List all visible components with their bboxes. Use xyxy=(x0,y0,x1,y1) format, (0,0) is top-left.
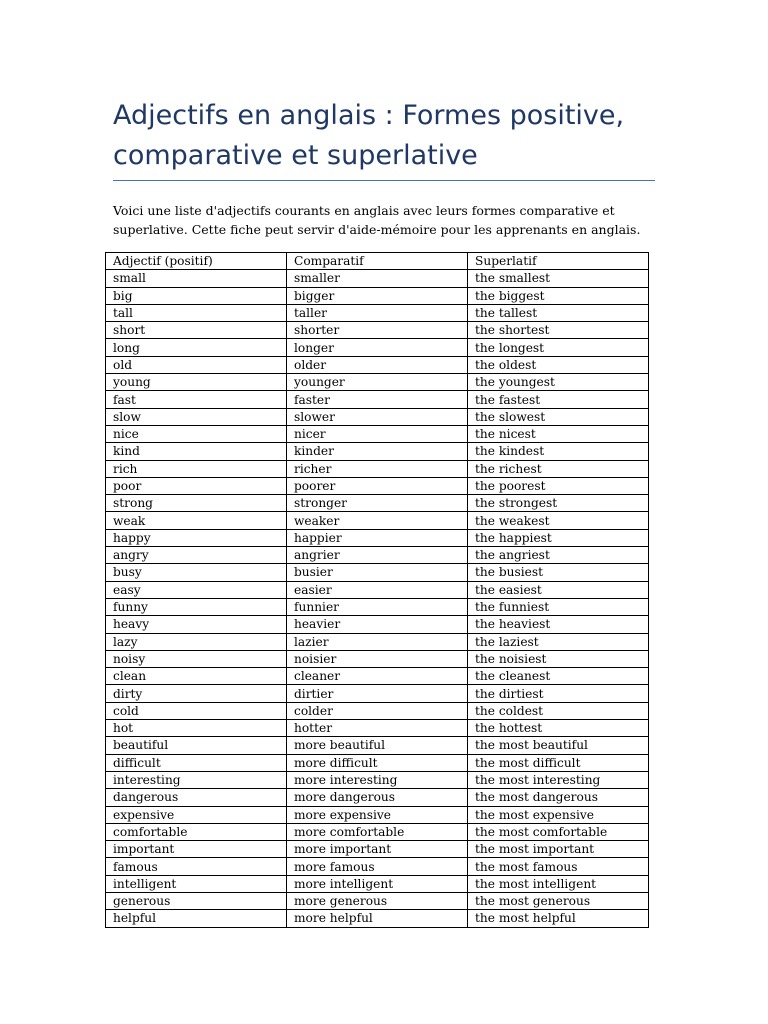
cell-superlative: the strongest xyxy=(468,495,649,512)
cell-superlative: the most intelligent xyxy=(468,875,649,892)
cell-superlative: the most beautiful xyxy=(468,737,649,754)
table-row xyxy=(106,616,649,633)
table-row xyxy=(106,737,649,754)
cell-comparative: easier xyxy=(287,581,468,598)
cell-superlative: the most interesting xyxy=(468,771,649,788)
cell-positive: important xyxy=(106,841,287,858)
cell-superlative: the most difficult xyxy=(468,754,649,771)
title-divider xyxy=(113,180,655,181)
cell-positive: small xyxy=(106,270,287,287)
cell-positive: generous xyxy=(106,892,287,909)
cell-superlative: the funniest xyxy=(468,598,649,615)
table-row xyxy=(106,356,649,373)
cell-superlative: the shortest xyxy=(468,322,649,339)
cell-superlative: the weakest xyxy=(468,512,649,529)
cell-superlative: the dirtiest xyxy=(468,685,649,702)
cell-comparative: lazier xyxy=(287,633,468,650)
cell-superlative: the most generous xyxy=(468,892,649,909)
cell-positive: dangerous xyxy=(106,789,287,806)
cell-comparative: richer xyxy=(287,460,468,477)
cell-comparative: shorter xyxy=(287,322,468,339)
header-positive: Adjectif (positif) xyxy=(106,253,287,270)
table-row xyxy=(106,443,649,460)
cell-comparative: cleaner xyxy=(287,668,468,685)
table-row xyxy=(106,702,649,719)
cell-comparative: funnier xyxy=(287,598,468,615)
cell-comparative: older xyxy=(287,356,468,373)
cell-superlative: the tallest xyxy=(468,304,649,321)
cell-superlative: the slowest xyxy=(468,408,649,425)
cell-positive: lazy xyxy=(106,633,287,650)
cell-superlative: the youngest xyxy=(468,374,649,391)
table-row xyxy=(106,322,649,339)
cell-positive: nice xyxy=(106,425,287,442)
cell-comparative: more important xyxy=(287,841,468,858)
table-row xyxy=(106,495,649,512)
cell-positive: kind xyxy=(106,443,287,460)
cell-superlative: the busiest xyxy=(468,564,649,581)
cell-superlative: the most expensive xyxy=(468,806,649,823)
header-comparative: Comparatif xyxy=(287,253,468,270)
table-row xyxy=(106,287,649,304)
cell-comparative: noisier xyxy=(287,650,468,667)
cell-comparative: busier xyxy=(287,564,468,581)
cell-positive: young xyxy=(106,374,287,391)
cell-comparative: stronger xyxy=(287,495,468,512)
table-row xyxy=(106,650,649,667)
cell-positive: tall xyxy=(106,304,287,321)
cell-superlative: the most famous xyxy=(468,858,649,875)
cell-comparative: more comfortable xyxy=(287,823,468,840)
cell-positive: long xyxy=(106,339,287,356)
table-row xyxy=(106,685,649,702)
cell-superlative: the kindest xyxy=(468,443,649,460)
cell-superlative: the cleanest xyxy=(468,668,649,685)
cell-superlative: the oldest xyxy=(468,356,649,373)
cell-comparative: younger xyxy=(287,374,468,391)
cell-positive: cold xyxy=(106,702,287,719)
cell-comparative: more helpful xyxy=(287,910,468,927)
table-row xyxy=(106,720,649,737)
cell-superlative: the richest xyxy=(468,460,649,477)
table-row xyxy=(106,858,649,875)
cell-superlative: the most helpful xyxy=(468,910,649,927)
cell-positive: comfortable xyxy=(106,823,287,840)
cell-positive: expensive xyxy=(106,806,287,823)
cell-comparative: happier xyxy=(287,529,468,546)
cell-comparative: slower xyxy=(287,408,468,425)
table-row xyxy=(106,270,649,287)
table-row xyxy=(106,391,649,408)
cell-superlative: the fastest xyxy=(468,391,649,408)
cell-positive: funny xyxy=(106,598,287,615)
cell-comparative: weaker xyxy=(287,512,468,529)
table-row xyxy=(106,841,649,858)
cell-comparative: more difficult xyxy=(287,754,468,771)
cell-positive: weak xyxy=(106,512,287,529)
cell-positive: hot xyxy=(106,720,287,737)
table-header-row xyxy=(106,253,649,270)
cell-comparative: poorer xyxy=(287,477,468,494)
table-row xyxy=(106,771,649,788)
cell-comparative: longer xyxy=(287,339,468,356)
cell-comparative: smaller xyxy=(287,270,468,287)
cell-comparative: hotter xyxy=(287,720,468,737)
cell-positive: beautiful xyxy=(106,737,287,754)
intro-paragraph: Voici une liste d'adjectifs courants en anglais avec leurs formes comparative et superlative. Cette fiche peut servir d'aide-mémoire pour les apprenants en anglais. xyxy=(113,203,641,237)
cell-positive: happy xyxy=(106,529,287,546)
cell-comparative: more expensive xyxy=(287,806,468,823)
cell-comparative: nicer xyxy=(287,425,468,442)
table-row xyxy=(106,910,649,927)
cell-positive: poor xyxy=(106,477,287,494)
cell-superlative: the most dangerous xyxy=(468,789,649,806)
cell-comparative: angrier xyxy=(287,547,468,564)
table-row xyxy=(106,754,649,771)
table-row xyxy=(106,460,649,477)
table-row xyxy=(106,633,649,650)
page-title: Adjectifs en anglais : Formes positive, comparative et superlative xyxy=(113,100,625,171)
cell-superlative: the easiest xyxy=(468,581,649,598)
table-row xyxy=(106,892,649,909)
cell-comparative: bigger xyxy=(287,287,468,304)
table-row xyxy=(106,512,649,529)
cell-positive: slow xyxy=(106,408,287,425)
cell-positive: old xyxy=(106,356,287,373)
cell-superlative: the smallest xyxy=(468,270,649,287)
cell-superlative: the hottest xyxy=(468,720,649,737)
table-row xyxy=(106,581,649,598)
cell-comparative: more beautiful xyxy=(287,737,468,754)
table-row xyxy=(106,408,649,425)
cell-comparative: more interesting xyxy=(287,771,468,788)
cell-superlative: the poorest xyxy=(468,477,649,494)
cell-comparative: taller xyxy=(287,304,468,321)
cell-superlative: the angriest xyxy=(468,547,649,564)
header-superlative: Superlatif xyxy=(468,253,649,270)
cell-positive: noisy xyxy=(106,650,287,667)
cell-positive: rich xyxy=(106,460,287,477)
cell-comparative: kinder xyxy=(287,443,468,460)
cell-superlative: the longest xyxy=(468,339,649,356)
cell-comparative: more intelligent xyxy=(287,875,468,892)
cell-superlative: the coldest xyxy=(468,702,649,719)
cell-comparative: heavier xyxy=(287,616,468,633)
cell-positive: heavy xyxy=(106,616,287,633)
table-row xyxy=(106,875,649,892)
cell-positive: interesting xyxy=(106,771,287,788)
cell-comparative: dirtier xyxy=(287,685,468,702)
cell-superlative: the heaviest xyxy=(468,616,649,633)
cell-superlative: the most important xyxy=(468,841,649,858)
cell-positive: easy xyxy=(106,581,287,598)
cell-superlative: the nicest xyxy=(468,425,649,442)
table-row xyxy=(106,547,649,564)
cell-comparative: faster xyxy=(287,391,468,408)
table-row xyxy=(106,477,649,494)
cell-positive: intelligent xyxy=(106,875,287,892)
cell-positive: dirty xyxy=(106,685,287,702)
cell-comparative: more famous xyxy=(287,858,468,875)
cell-superlative: the most comfortable xyxy=(468,823,649,840)
cell-comparative: more dangerous xyxy=(287,789,468,806)
table-row xyxy=(106,339,649,356)
cell-superlative: the biggest xyxy=(468,287,649,304)
table-row xyxy=(106,425,649,442)
cell-positive: clean xyxy=(106,668,287,685)
table-row xyxy=(106,806,649,823)
cell-positive: busy xyxy=(106,564,287,581)
table-row xyxy=(106,529,649,546)
table-body xyxy=(106,270,649,927)
cell-superlative: the laziest xyxy=(468,633,649,650)
table-row xyxy=(106,668,649,685)
cell-positive: helpful xyxy=(106,910,287,927)
cell-comparative: colder xyxy=(287,702,468,719)
table-row xyxy=(106,564,649,581)
table-row xyxy=(106,598,649,615)
cell-comparative: more generous xyxy=(287,892,468,909)
cell-positive: big xyxy=(106,287,287,304)
cell-positive: fast xyxy=(106,391,287,408)
adjectives-table xyxy=(105,252,649,928)
table-row xyxy=(106,374,649,391)
table-row xyxy=(106,823,649,840)
cell-superlative: the noisiest xyxy=(468,650,649,667)
cell-positive: short xyxy=(106,322,287,339)
table-row xyxy=(106,789,649,806)
table-row xyxy=(106,304,649,321)
cell-positive: strong xyxy=(106,495,287,512)
cell-positive: famous xyxy=(106,858,287,875)
cell-superlative: the happiest xyxy=(468,529,649,546)
cell-positive: difficult xyxy=(106,754,287,771)
cell-positive: angry xyxy=(106,547,287,564)
